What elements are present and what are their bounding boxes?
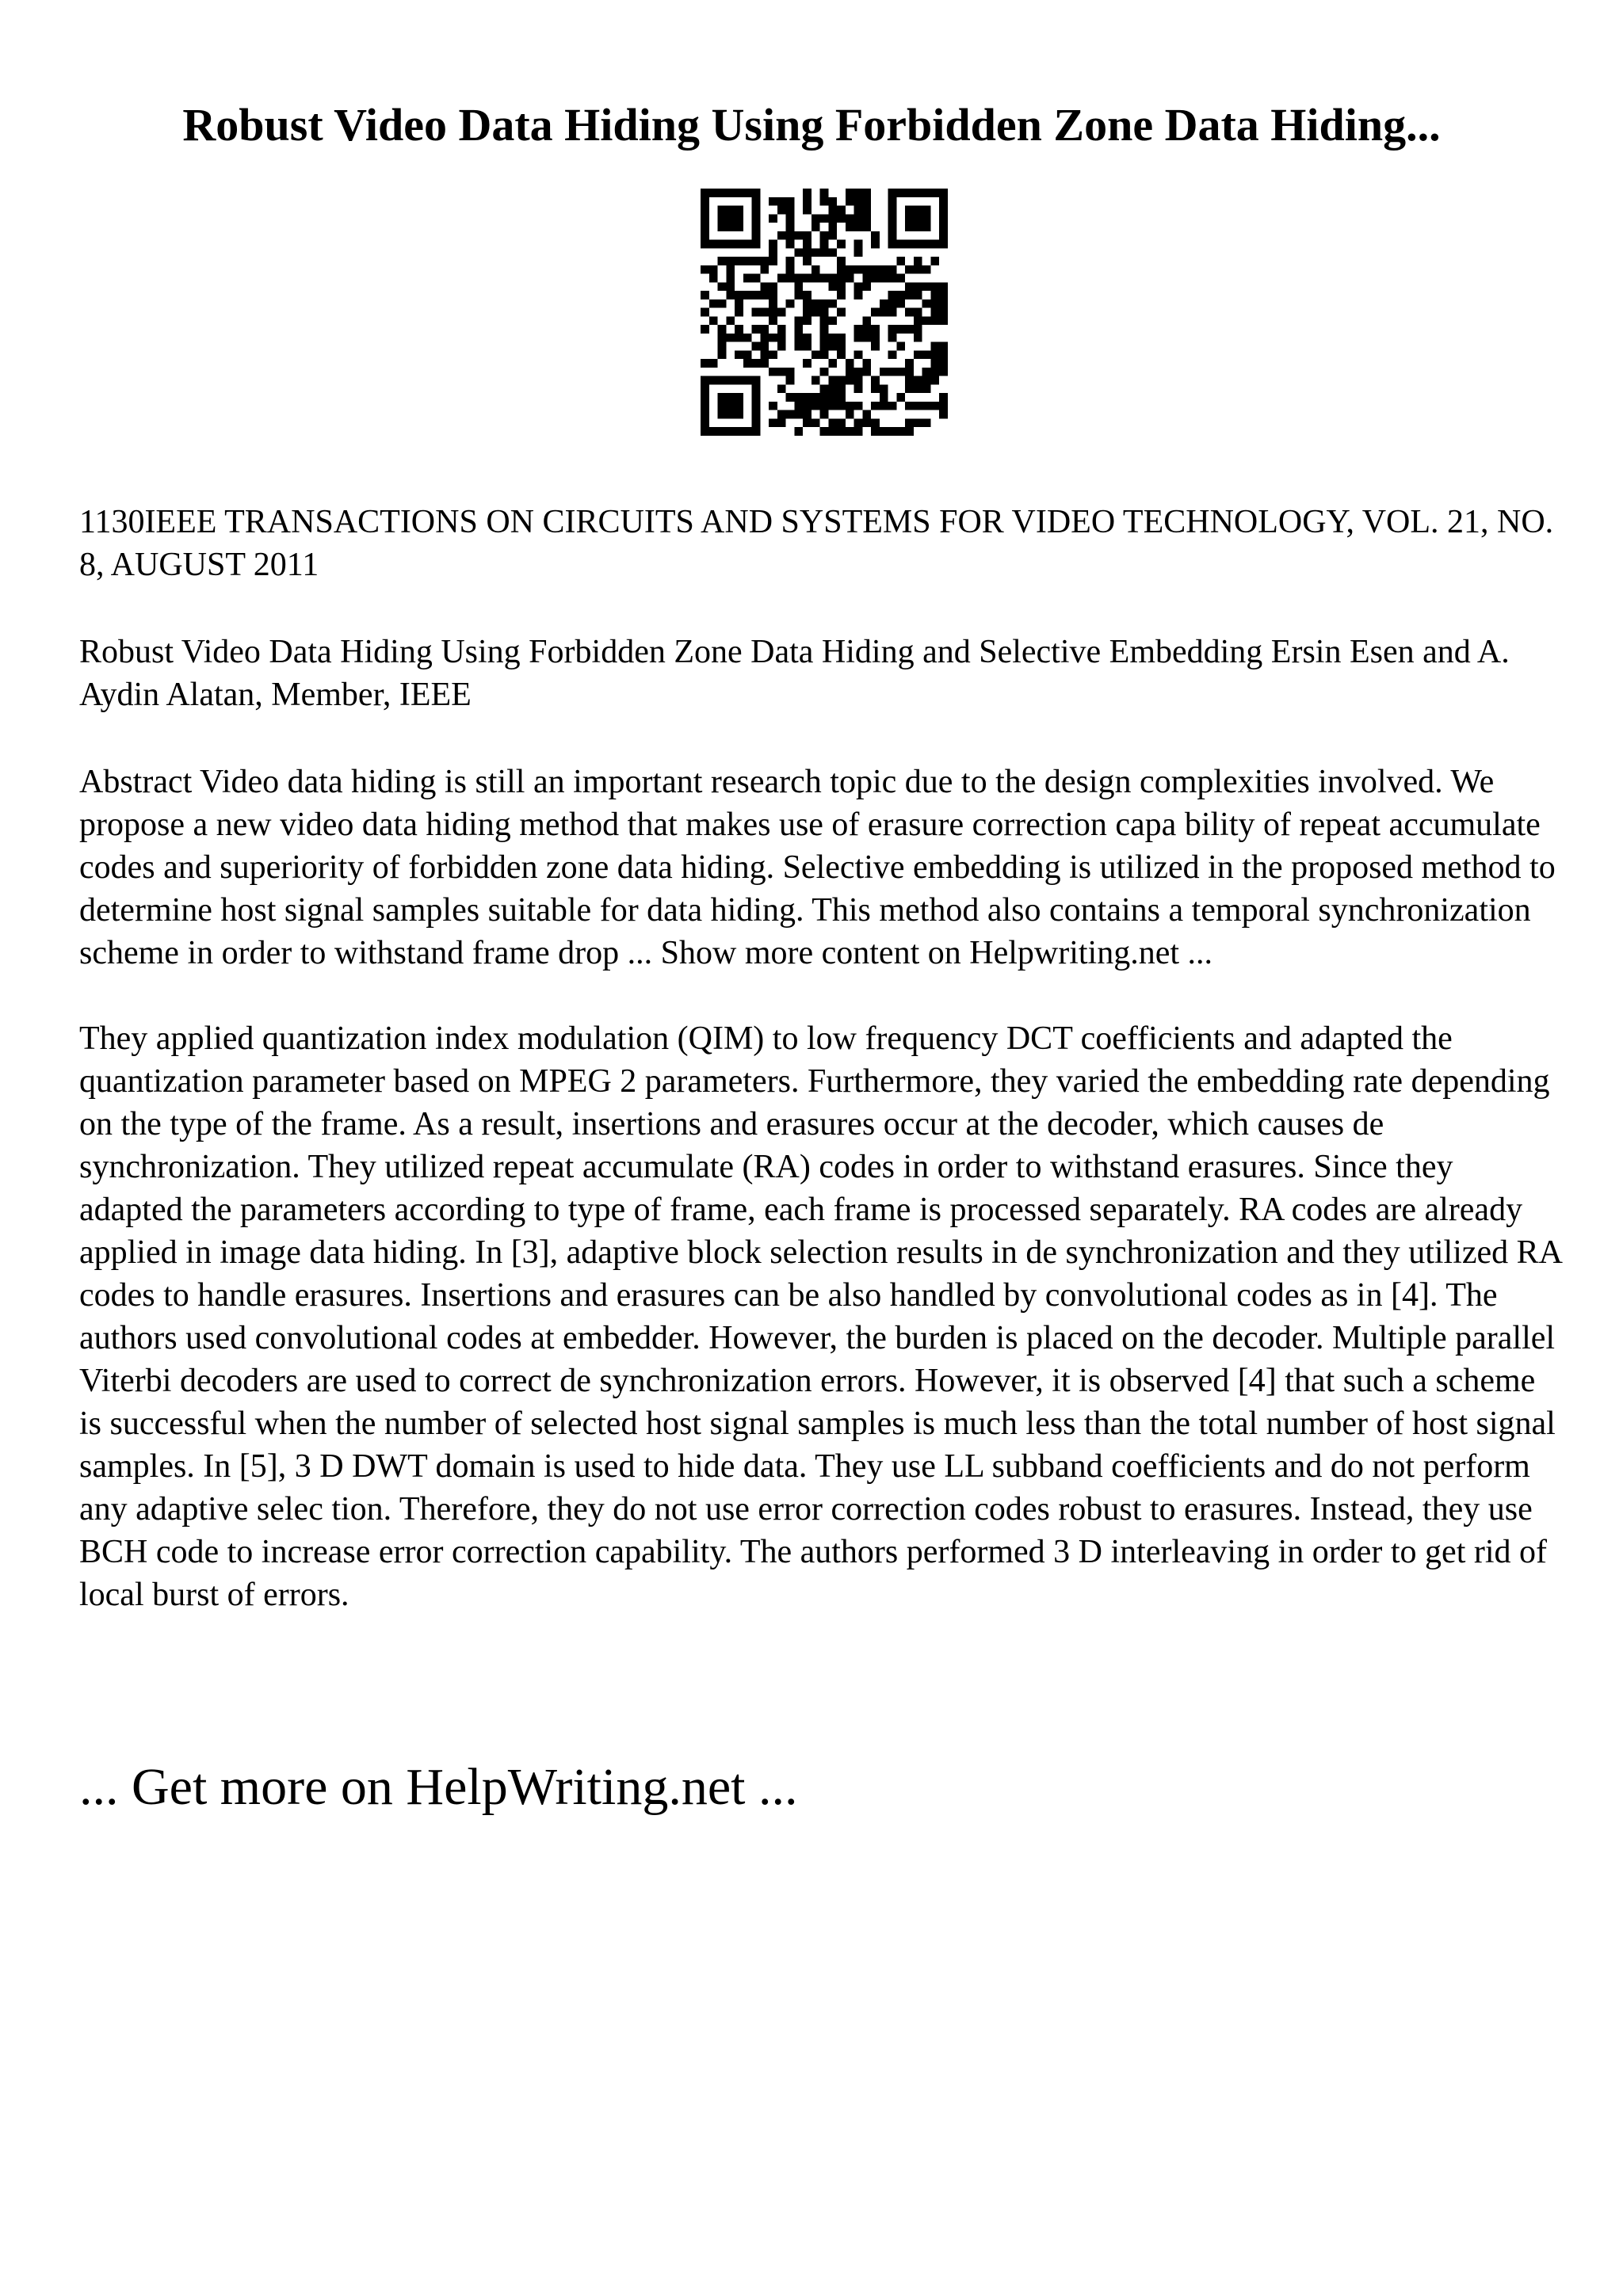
qr-code-icon [701, 189, 948, 436]
abstract-paragraph: Abstract Video data hiding is still an important research topic due to the design complexities involved. We propose a new video data hiding method that makes use of erasure correction capa bility of repeat accumulate codes and superiority of forbidden zone data hiding. Selective embedding is utilized in the proposed method to determine host signal samples suitable for data hiding. This method also contains a temporal synchronization scheme in order to withstand frame drop ... Show more content on Helpwriting.net ... [79, 764, 1556, 971]
get-more-link[interactable]: ... Get more on HelpWriting.net ... [79, 1758, 798, 1816]
journal-citation: 1130IEEE TRANSACTIONS ON CIRCUITS AND SYSTEMS FOR VIDEO TECHNOLOGY, VOL. 21, NO. 8, AUGUST 2011 [79, 504, 1554, 583]
body-paragraph: They applied quantization index modulation (QIM) to low frequency DCT coefficients and adapted the quantization parameter based on MPEG 2 parameters. Furthermore, they varied the embedding rate depending on the type of the frame. As a result, insertions and erasures occur at the decoder, which causes de synchronization. They utilized repeat accumulate (RA) codes in order to withstand erasures. Since they adapted the parameters according to type of frame, each frame is processed separately. RA codes are already applied in image data hiding. In [3], adaptive block selection results in de synchronization and they utilized RA codes to handle erasures. Insertions and erasures can be also handled by convolutional codes as in [4]. The authors used convolutional codes at embedder. However, the burden is placed on the decoder. Multiple parallel Viterbi decoders are used to correct de synchronization errors. However, it is observed [4] that such a scheme is successful when the number of selected host signal samples is much less than the total number of host signal samples. In [5], 3 D DWT domain is used to hide data. They use LL subband coefficients and do not perform any adaptive selec tion. Therefore, they do not use error correction codes robust to erasures. Instead, they use BCH code to increase error correction capability. The authors performed 3 D interleaving in order to get rid of local burst of errors. [79, 1020, 1561, 1613]
document-title: Robust Video Data Hiding Using Forbidden Zone Data Hiding... [182, 99, 1441, 151]
paper-title-authors: Robust Video Data Hiding Using Forbidden Zone Data Hiding and Selective Embedding Ersin Esen and A. Aydin Alatan, Member, IEEE [79, 634, 1510, 713]
